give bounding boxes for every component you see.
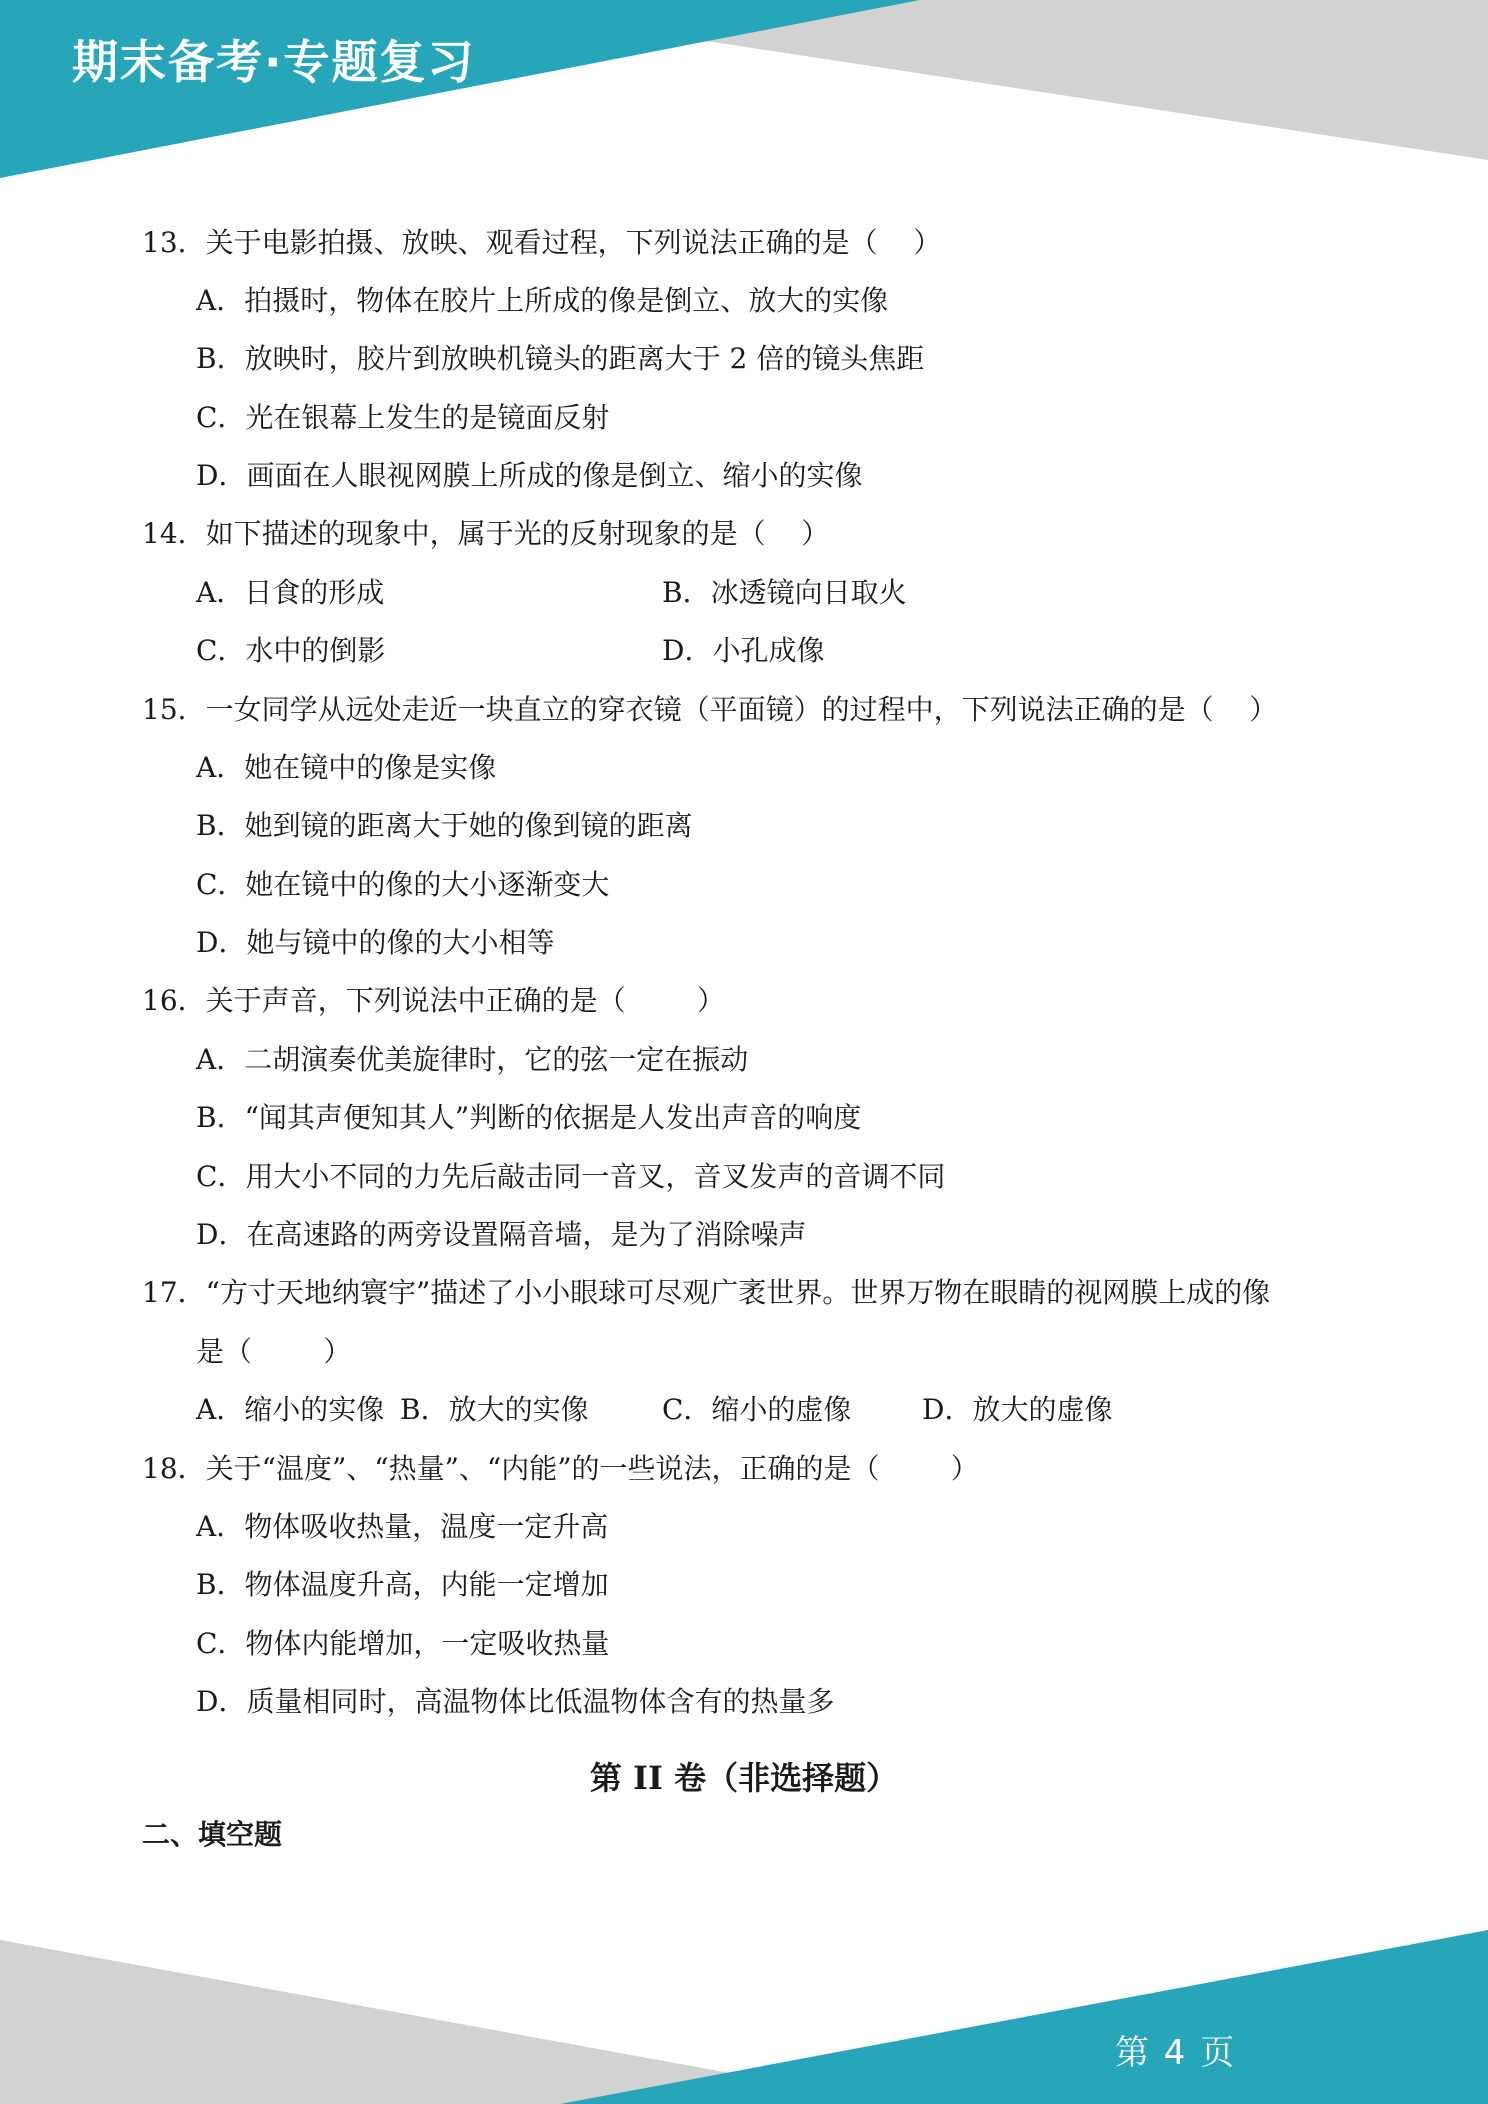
q17-option-c: C．缩小的虚像	[662, 1393, 852, 1426]
q15-option-c: C．她在镜中的像的大小逐渐变大	[196, 868, 610, 901]
question-17-stem: 17．“方寸天地纳寰宇”描述了小小眼球可尽观广袤世界。世界万物在眼睛的视网膜上成的像	[142, 1276, 1271, 1309]
q18-option-c: C．物体内能增加，一定吸收热量	[196, 1627, 610, 1660]
q14-option-c: C．水中的倒影	[196, 634, 386, 667]
q13-option-b: B．放映时，胶片到放映机镜头的距离大于 2 倍的镜头焦距	[196, 342, 925, 375]
q17-option-b: B．放大的实像	[400, 1393, 589, 1426]
question-15-stem: 15．一女同学从远处走近一块直立的穿衣镜（平面镜）的过程中，下列说法正确的是（ ）	[142, 693, 1278, 726]
q16-option-b: B．“闻其声便知其人”判断的依据是人发出声音的响度	[196, 1101, 862, 1134]
q15-option-d: D．她与镜中的像的大小相等	[196, 926, 555, 959]
header-title: 期末备考·专题复习	[72, 35, 476, 89]
q16-option-c: C．用大小不同的力先后敲击同一音叉，音叉发声的音调不同	[196, 1160, 946, 1193]
section-subtitle: 二、填空题	[142, 1818, 283, 1851]
question-16-stem: 16．关于声音，下列说法中正确的是（ ）	[142, 984, 725, 1017]
q15-option-b: B．她到镜的距离大于她的像到镜的距离	[196, 809, 693, 842]
q14-option-a: A．日食的形成	[196, 576, 385, 609]
q14-option-d: D．小孔成像	[662, 634, 825, 667]
q13-option-c: C．光在银幕上发生的是镜面反射	[196, 401, 610, 434]
q18-option-b: B．物体温度升高，内能一定增加	[196, 1568, 609, 1601]
question-13-stem: 13．关于电影拍摄、放映、观看过程，下列说法正确的是（ ）	[142, 226, 942, 259]
q14-option-b: B．冰透镜向日取火	[662, 576, 907, 609]
q17-option-d: D．放大的虚像	[922, 1393, 1113, 1426]
question-14-stem: 14．如下描述的现象中，属于光的反射现象的是（ ）	[142, 517, 830, 550]
q13-option-d: D．画面在人眼视网膜上所成的像是倒立、缩小的实像	[196, 459, 863, 492]
q18-option-a: A．物体吸收热量，温度一定升高	[196, 1510, 609, 1543]
question-18-stem: 18．关于“温度”、“热量”、“内能”的一些说法，正确的是（ ）	[142, 1452, 979, 1485]
q13-option-a: A．拍摄时，物体在胶片上所成的像是倒立、放大的实像	[196, 284, 889, 317]
q17-option-a: A．缩小的实像	[196, 1393, 385, 1426]
page-number: 第 4 页	[1115, 2033, 1237, 2073]
section-title: 第 II 卷（非选择题）	[589, 1759, 899, 1797]
q18-option-d: D．质量相同时，高温物体比低温物体含有的热量多	[196, 1685, 835, 1718]
q15-option-a: A．她在镜中的像是实像	[196, 751, 497, 784]
q16-option-a: A．二胡演奏优美旋律时，它的弦一定在振动	[196, 1043, 749, 1076]
header-gray-band	[680, 0, 1488, 160]
q16-option-d: D．在高速路的两旁设置隔音墙，是为了消除噪声	[196, 1218, 807, 1251]
question-17-stem-continued: 是（ ）	[196, 1335, 352, 1368]
